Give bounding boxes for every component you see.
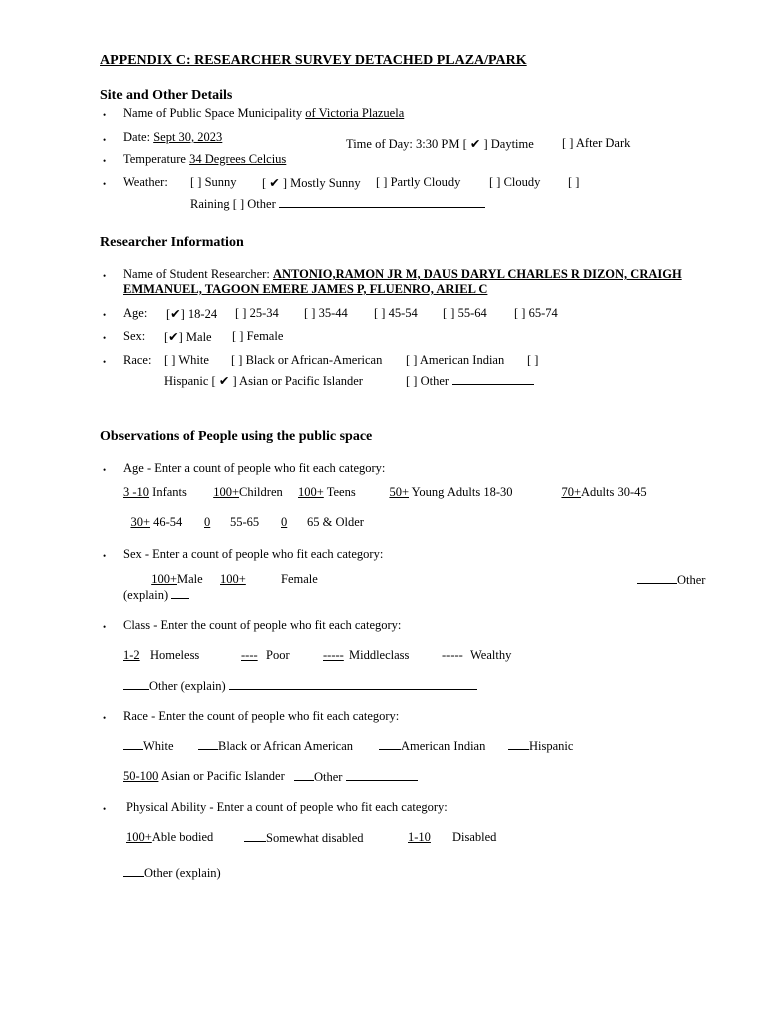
age-count-value: 0: [281, 515, 288, 529]
student-researcher-field: [123, 267, 682, 282]
sex-count-other: [637, 572, 705, 588]
student-researcher-label: Name of Student Researcher:: [123, 267, 270, 281]
age-count-children: [209, 485, 283, 500]
race-count-line: [294, 769, 314, 781]
race-count-prompt: Race - Enter the count of people who fit each category:: [123, 709, 400, 723]
bullet: •: [103, 551, 107, 561]
temperature-label: Temperature: [123, 152, 186, 166]
age-count-infants: [123, 485, 187, 500]
public-space-name-field: [123, 106, 591, 121]
class-count-label: Middleclass: [349, 648, 410, 662]
age-option-65-74: [ ] 65-74: [514, 306, 558, 320]
race-label: Race:: [123, 353, 152, 367]
race-count-label: White: [143, 739, 174, 753]
age-count-label: Infants: [149, 485, 187, 499]
student-researcher-names-line1: ANTONIO,RAMON JR M, DAUS DARYL CHARLES R DIZON, CRAIGH: [272, 267, 682, 281]
bullet: •: [103, 179, 107, 189]
bullet: •: [103, 465, 107, 475]
student-researcher-names-line2: EMMANUEL, TAGOON EMERE JAMES P, FLUENRO, ARIEL C: [123, 282, 488, 296]
race-american-indian-option: [ ] American Indian: [406, 353, 505, 367]
bullet: •: [103, 310, 107, 320]
age-option-18-24: [✔] 18-24: [166, 307, 218, 321]
sex-count-prompt: Sex - Enter a count of people who fit each category:: [123, 547, 384, 561]
sex-count-label: Female: [281, 572, 318, 586]
age-count-55-65: [204, 515, 259, 530]
ability-count-disabled: [408, 830, 496, 845]
age-option-35-44: [ ] 35-44: [304, 306, 348, 320]
public-space-name-value: of Victoria Plazuela: [305, 106, 405, 120]
ability-count-label: Able bodied: [151, 830, 214, 844]
bullet: •: [103, 804, 107, 814]
sex-count-value: 100+: [220, 572, 246, 586]
age-count-value: 3 -10: [123, 485, 150, 499]
class-count-label: Homeless: [150, 648, 200, 662]
sex-explain-line: [171, 587, 189, 599]
bullet: •: [103, 357, 107, 367]
class-count-value: -----: [442, 648, 463, 662]
race-count-label: Other: [314, 770, 343, 784]
ability-count-able-bodied: [126, 830, 213, 845]
sex-male-option: [✔] Male: [164, 330, 212, 344]
age-count-value: 100+: [213, 485, 239, 499]
weather-label: Weather:: [123, 175, 168, 189]
race-count-label: Asian or Pacific Islander: [158, 769, 285, 783]
race-count-label: American Indian: [401, 739, 486, 753]
public-space-name-label: Name of Public Space Municipality: [123, 106, 303, 120]
age-count-label: Children: [239, 485, 283, 499]
age-count-value: 70+: [561, 485, 581, 499]
age-count-value: 100+: [298, 485, 324, 499]
age-count-young-adults: [382, 485, 513, 500]
race-other-field: [406, 373, 534, 389]
race-count-label: Hispanic: [529, 739, 574, 753]
bullet: •: [103, 156, 107, 166]
class-count-value: -----: [323, 648, 344, 662]
sex-count-label: Male: [177, 572, 203, 586]
race-count-value: 50-100: [123, 769, 159, 783]
age-count-label: Adults 30-45: [581, 485, 647, 499]
bullet: •: [103, 110, 107, 120]
age-count-adults: [532, 485, 647, 500]
race-white-option: [ ] White: [164, 353, 209, 367]
class-count-value: ----: [241, 648, 258, 662]
race-count-asian: [123, 769, 285, 784]
class-other-explain-line: [229, 678, 477, 690]
age-count-prompt: Age - Enter a count of people who fit each category:: [123, 461, 386, 475]
weather-partly-cloudy-option: [ ] Partly Cloudy: [376, 175, 461, 189]
age-count-teens: [298, 485, 356, 500]
sex-explain-label: (explain): [123, 588, 169, 602]
bullet: •: [103, 713, 107, 723]
weather-raining-other: [190, 196, 485, 212]
class-count-middleclass: [323, 648, 409, 663]
bullet: •: [103, 622, 107, 632]
age-count-label: Young Adults 18-30: [409, 485, 513, 499]
race-count-black: [198, 738, 353, 754]
age-option-25-34: [ ] 25-34: [235, 306, 279, 320]
bullet: •: [103, 135, 107, 145]
ability-count-label: Other (explain): [144, 866, 221, 880]
page-title: APPENDIX C: RESEARCHER SURVEY DETACHED PLAZA/PARK: [100, 53, 527, 68]
researcher-heading: Researcher Information: [100, 235, 244, 250]
race-extra-bracket: [ ]: [527, 353, 539, 367]
race-count-line: [198, 738, 218, 750]
race-count-american-indian: [379, 738, 485, 754]
ability-count-line: [123, 865, 144, 877]
ability-count-value: 100+: [126, 830, 152, 844]
temperature-field: [123, 152, 315, 167]
class-count-prompt: Class - Enter the count of people who fit each category:: [123, 618, 402, 632]
student-researcher-line2: [123, 282, 586, 297]
sex-label: Sex:: [123, 329, 146, 343]
class-count-value: 1-2: [123, 648, 140, 662]
after-dark-option: [ ] After Dark: [562, 136, 631, 150]
observations-heading: Observations of People using the public space: [100, 429, 373, 444]
ability-count-label: Disabled: [452, 830, 497, 844]
age-option-55-64: [ ] 55-64: [443, 306, 487, 320]
ability-count-label: Somewhat disabled: [266, 831, 364, 845]
bullet: •: [103, 271, 107, 281]
race-count-white: [123, 738, 174, 754]
age-count-label: 65 & Older: [307, 515, 364, 529]
bullet: •: [103, 333, 107, 343]
age-count-65-older: [281, 515, 364, 530]
race-black-option: [ ] Black or African-American: [231, 353, 383, 367]
weather-cloudy-option: [ ] Cloudy: [489, 175, 541, 189]
date-value: Sept 30, 2023: [153, 130, 223, 144]
ability-count-line: [244, 830, 266, 842]
sex-explain: [123, 587, 189, 603]
sex-count-value: 100+: [151, 572, 177, 586]
class-other-count-line: [123, 678, 149, 690]
age-option-45-54: [ ] 45-54: [374, 306, 418, 320]
site-heading: Site and Other Details: [100, 88, 233, 103]
age-count-46-54: [123, 515, 182, 530]
class-count-label: Poor: [266, 648, 290, 662]
class-count-other: [123, 678, 477, 694]
race-count-label: Black or African American: [218, 739, 354, 753]
age-count-value: 30+: [130, 515, 150, 529]
weather-extra-bracket: [ ]: [568, 175, 580, 189]
age-count-label: Teens: [323, 485, 356, 499]
date-label: Date:: [123, 130, 151, 144]
weather-raining-label: Raining [ ] Other: [190, 197, 276, 211]
race-other-explain-line: [346, 769, 418, 781]
temperature-value: 34 Degrees Celcius: [189, 152, 287, 166]
sex-female-option: [ ] Female: [232, 329, 284, 343]
ability-count-prompt: Physical Ability - Enter a count of people who fit each category:: [126, 800, 448, 814]
weather-mostly-sunny-option: [ ✔ ] Mostly Sunny: [262, 176, 361, 190]
race-count-line: [379, 738, 401, 750]
class-count-poor: [241, 648, 290, 663]
time-of-day: Time of Day: 3:30 PM [ ✔ ] Daytime: [346, 137, 534, 151]
sex-count-male: [123, 572, 203, 587]
age-count-value: 0: [204, 515, 211, 529]
race-count-other: [294, 769, 418, 785]
class-count-wealthy: [442, 648, 511, 663]
age-count-value: 50+: [389, 485, 409, 499]
race-other-line: [452, 373, 534, 385]
sex-other-label: Other: [677, 573, 706, 587]
race-count-line: [123, 738, 143, 750]
sex-other-line: [637, 572, 677, 584]
date-field: [123, 130, 343, 145]
ability-count-value: 1-10: [408, 830, 431, 844]
class-count-homeless: [123, 648, 199, 663]
class-count-label: Wealthy: [470, 648, 512, 662]
race-count-hispanic: [508, 738, 573, 754]
ability-count-somewhat-disabled: [244, 830, 364, 846]
weather-other-line: [279, 196, 485, 208]
sex-count-female: [220, 572, 318, 587]
race-count-line: [508, 738, 529, 750]
weather-sunny-option: [ ] Sunny: [190, 175, 237, 189]
age-label: Age:: [123, 306, 148, 320]
race-other-label: [ ] Other: [406, 374, 450, 388]
age-count-label: 55-65: [230, 515, 260, 529]
age-count-label: 46-54: [150, 515, 183, 529]
race-hispanic-asian-option: Hispanic [ ✔ ] Asian or Pacific Islander: [164, 374, 363, 388]
class-other-label: Other (explain): [149, 679, 226, 693]
ability-count-other: [123, 865, 221, 881]
